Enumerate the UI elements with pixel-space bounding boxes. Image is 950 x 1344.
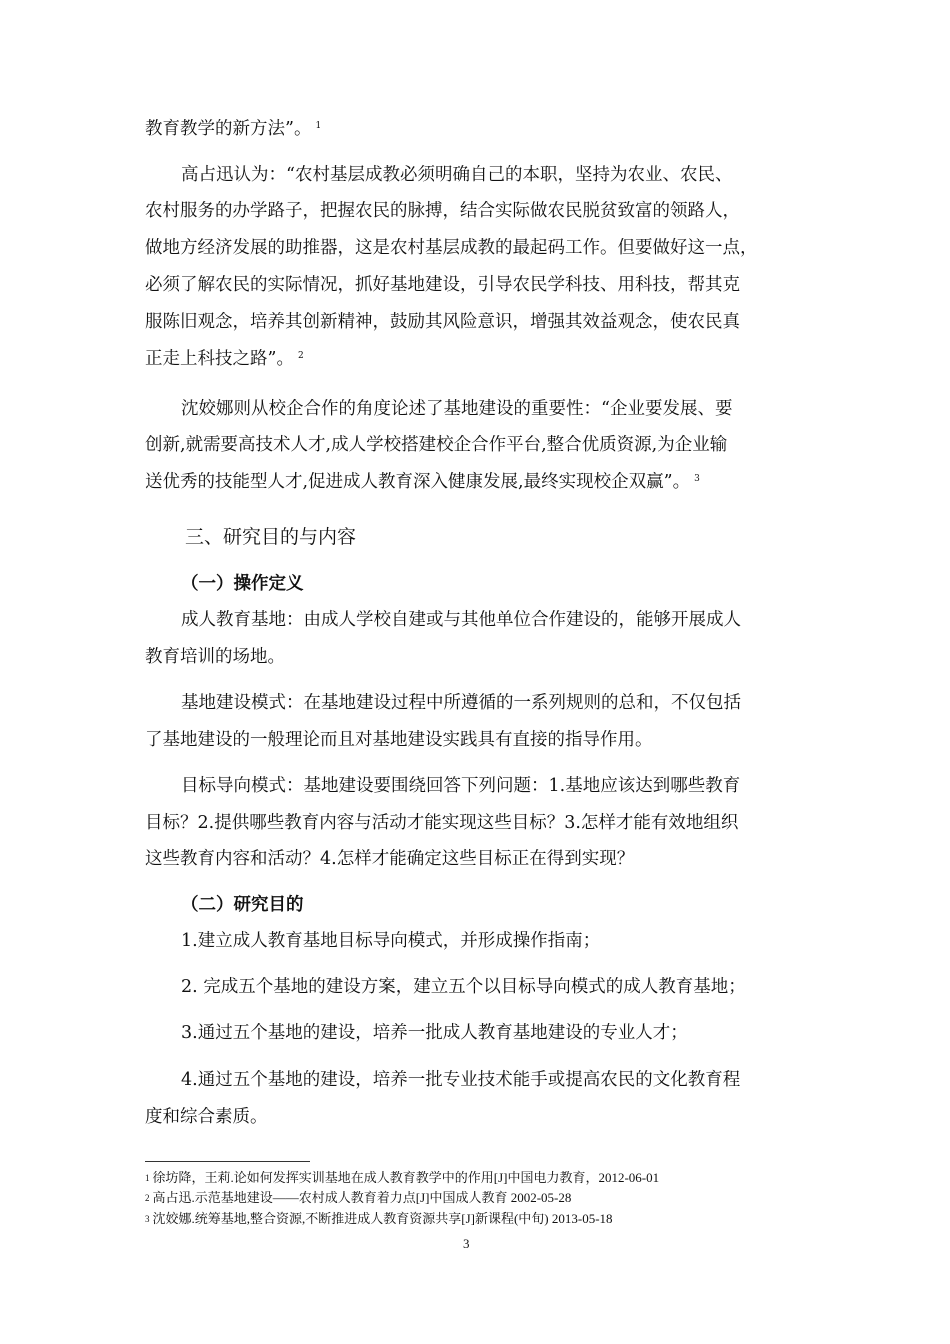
list-item: 3.通过五个基地的建设，培养一批成人教育基地建设的专业人才； — [181, 1023, 688, 1043]
footnote-ref[interactable]: 1 — [315, 121, 322, 131]
paragraph-line: 了基地建设的一般理论而且对基地建设实践具有直接的指导作用。 — [145, 730, 653, 750]
subsection-heading: （一）操作定义 — [181, 574, 304, 594]
footnote: $^1$ 徐坊降，王莉.论如何发挥实训基地在成人教育教学中的作用[J]中国电力教育，2012-06-01 — [145, 1170, 660, 1185]
paragraph-line: 做地方经济发展的助推器，这是农村基层成教的最起码工作。但要做好这一点， — [145, 238, 758, 258]
paragraph-line: 这些教育内容和活动？4.怎样才能确定这些目标正在得到实现？ — [145, 849, 635, 869]
paragraph-line: 沈姣娜则从校企合作的角度论述了基地建设的重要性：“企业要发展、要 — [181, 399, 733, 419]
paragraph-line: 成人教育基地：由成人学校自建或与其他单位合作建设的，能够开展成人 — [181, 610, 741, 630]
list-item-continuation: 度和综合素质。 — [145, 1107, 268, 1127]
list-item: 2. 完成五个基地的建设方案，建立五个以目标导向模式的成人教育基地； — [181, 977, 746, 997]
paragraph-line: 教育教学的新方法”。 $^1$ — [145, 119, 322, 139]
subsection-heading: （二）研究目的 — [181, 895, 304, 915]
footnote-separator — [145, 1161, 310, 1162]
paragraph-line: 基地建设模式：在基地建设过程中所遵循的一系列规则的总和，不仅包括 — [181, 693, 741, 713]
paragraph-line: 送优秀的技能型人才,促进成人教育深入健康发展,最终实现校企双赢”。 $^3$ — [145, 472, 700, 492]
footnote: $^2$ 高占迅.示范基地建设——农村成人教育着力点[J]中国成人教育 2002-05-28 — [145, 1190, 572, 1205]
paragraph-line: 服陈旧观念，培养其创新精神，鼓励其风险意识，增强其效益观念，使农民真 — [145, 312, 740, 332]
footnote-ref[interactable]: 3 — [694, 474, 700, 484]
paragraph-line: 正走上科技之路”。 $^2$ — [145, 349, 304, 369]
list-item: 4.通过五个基地的建设，培养一批专业技术能手或提高农民的文化教育程 — [181, 1070, 741, 1090]
paragraph-line: 目标导向模式：基地建设要围绕回答下列问题：1.基地应该达到哪些教育 — [181, 776, 741, 796]
paragraph-line: 目标？2.提供哪些教育内容与活动才能实现这些目标？3.怎样才能有效地组织 — [145, 813, 739, 833]
section-heading: 三、研究目的与内容 — [185, 526, 357, 548]
paragraph-line: 高占迅认为：“农村基层成教必须明确自己的本职，坚持为农业、农民、 — [181, 165, 733, 185]
page-number: 3 — [463, 1236, 470, 1251]
paragraph-line: 必须了解农民的实际情况，抓好基地建设，引导农民学科技、用科技，帮其克 — [145, 275, 740, 295]
footnote: $^3$ 沈姣娜.统筹基地,整合资源,不断推进成人教育资源共享[J]新课程(中旬) 2013-05-18 — [145, 1211, 613, 1226]
paragraph-line: 农村服务的办学路子，把握农民的脉搏，结合实际做农民脱贫致富的领路人， — [145, 201, 740, 221]
footnote-ref[interactable]: 2 — [297, 351, 304, 361]
paragraph-line: 教育培训的场地。 — [145, 647, 285, 667]
paragraph-line: 创新,就需要高技术人才,成人学校搭建校企合作平台,整合优质资源,为企业输 — [145, 435, 728, 455]
list-item: 1.建立成人教育基地目标导向模式，并形成操作指南； — [181, 931, 601, 951]
